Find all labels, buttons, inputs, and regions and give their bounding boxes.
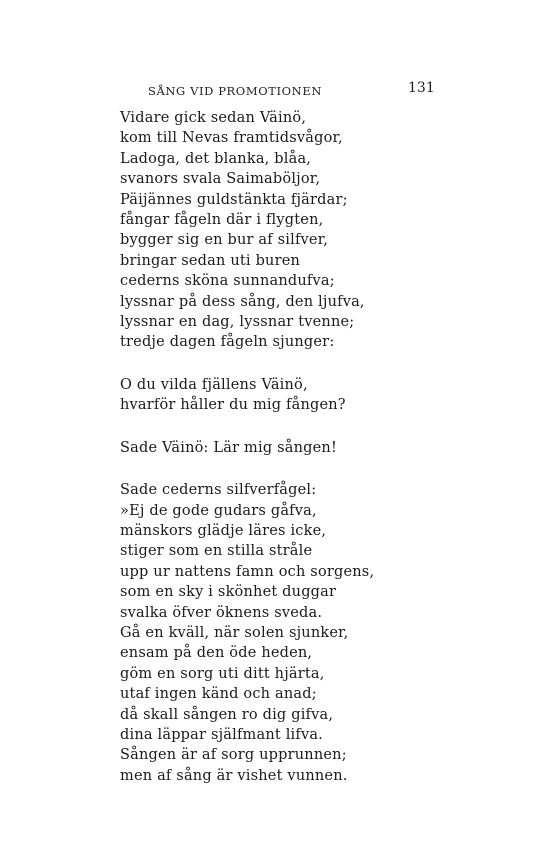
- poem-line: mänskors glädje läres icke,: [120, 522, 327, 539]
- poem-line: svalka öfver öknens sveda.: [120, 604, 323, 621]
- poem-line: dina läppar själfmant lifva.: [120, 726, 323, 743]
- poem-line: men af sång är vishet vunnen.: [120, 767, 348, 784]
- poem-line: svanors svala Saimaböljor,: [120, 171, 321, 188]
- poem-line: cederns sköna sunnandufva;: [120, 273, 335, 290]
- poem-stanza: [120, 480, 500, 786]
- poem-line: Päijännes guldstänkta fjärdar;: [120, 191, 348, 208]
- poem-line: göm en sorg uti ditt hjärta,: [120, 665, 325, 682]
- poem-line: Sade Väinö: Lär mig sången!: [120, 439, 337, 456]
- running-title: SÅNG VID PROMOTIONEN: [148, 84, 322, 98]
- poem-line: bygger sig en bur af silfver,: [120, 232, 329, 249]
- poem-stanza: [120, 375, 500, 416]
- poem-line: tredje dagen fågeln sjunger:: [120, 334, 335, 351]
- poem-line: utaf ingen känd och anad;: [120, 686, 317, 703]
- poem-line: lyssnar på dess sång, den ljufva,: [120, 293, 365, 310]
- poem-line: hvarför håller du mig fången?: [120, 397, 346, 414]
- poem-line: upp ur nattens famn och sorgens,: [120, 563, 375, 580]
- poem-line: »Ej de gode gudars gåfva,: [120, 502, 317, 519]
- poem-line: O du vilda fjällens Väinö,: [120, 376, 308, 393]
- poem-line: Sade cederns silfverfågel:: [120, 482, 317, 499]
- poem-line: lyssnar en dag, lyssnar tvenne;: [120, 314, 355, 331]
- poem-line: ensam på den öde heden,: [120, 645, 313, 662]
- poem-stanza: [120, 108, 500, 353]
- poem-line: kom till Nevas framtidsvågor,: [120, 130, 343, 147]
- poem-line: stiger som en stilla stråle: [120, 543, 313, 560]
- poem-line: då skall sången ro dig gifva,: [120, 706, 334, 723]
- poem-stanza: [120, 438, 500, 458]
- poem-line: bringar sedan uti buren: [120, 252, 301, 269]
- poem-line: Ladoga, det blanka, blåa,: [120, 150, 312, 167]
- poem-text: [120, 108, 500, 808]
- poem-line: Sången är af sorg upprunnen;: [120, 747, 347, 764]
- poem-line: fångar fågeln där i flygten,: [120, 212, 324, 229]
- poem-line: Gå en kväll, när solen sjunker,: [120, 624, 349, 641]
- poem-line: som en sky i skönhet duggar: [120, 584, 337, 601]
- page-number: 131: [408, 80, 435, 96]
- poem-line: Vidare gick sedan Väinö,: [120, 110, 307, 126]
